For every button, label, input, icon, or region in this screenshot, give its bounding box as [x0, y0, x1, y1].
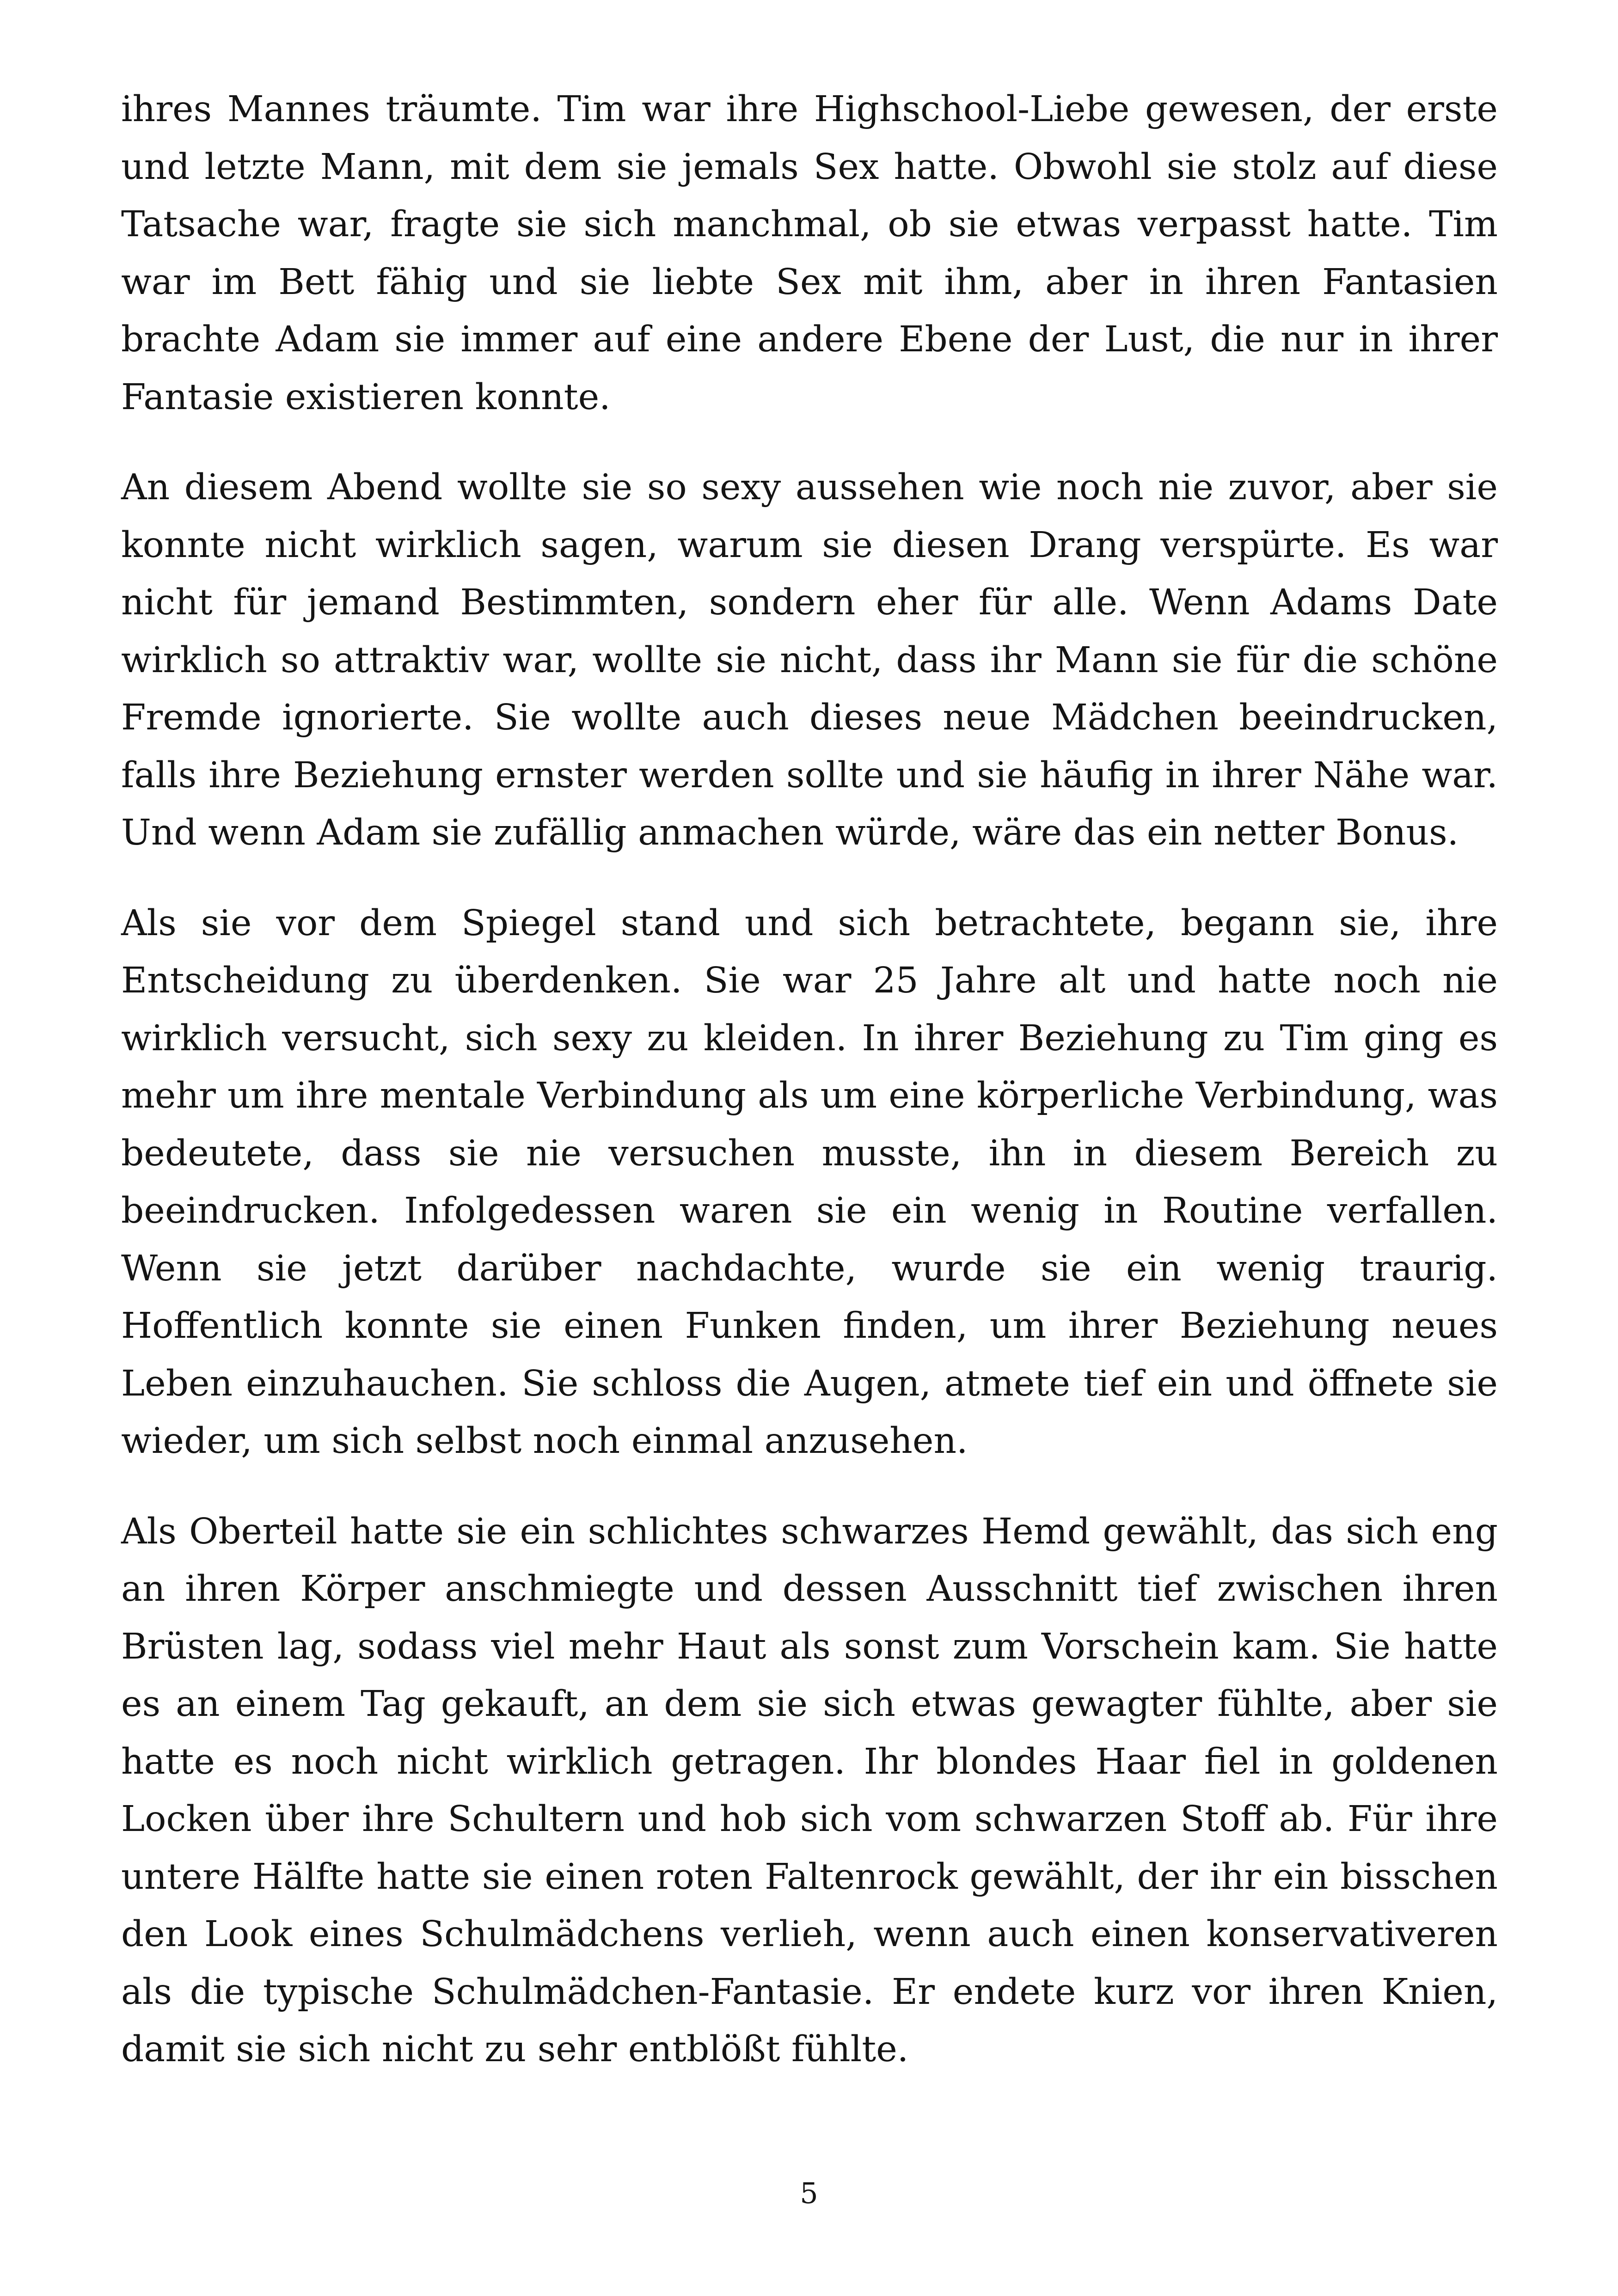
paragraph-3: Als sie vor dem Spiegel stand und sich betrachtete, begann sie, ihre Entscheidung zu überdenken. Sie war 25 Jahre alt und hatte noch nie wirklich versucht, sich sexy zu kleiden. In ihrer Beziehung zu Tim ging es mehr um ihre mentale Verbindung als um eine körperliche Verbindung, was bedeutete, dass sie nie versuchen musste, ihn in diesem Bereich zu beeindrucken. Infolgedessen waren sie ein wenig in Routine verfallen. Wenn sie jetzt darüber nachdachte, wurde sie ein wenig traurig. Hoffentlich konnte sie einen Funken finden, um ihrer Beziehung neues Leben einzuhauchen. Sie schloss die Augen, atmete tief ein und öffnete sie wieder, um sich selbst noch einmal anzusehen. — [121, 902, 1498, 1462]
page-body — [121, 81, 1498, 2112]
paragraph-1: ihres Mannes träumte. Tim war ihre Highschool-Liebe gewesen, der erste und letzte Mann, mit dem sie jemals Sex hatte. Obwohl sie stolz auf diese Tatsache war, fragte sie sich manchmal, ob sie etwas verpasst hatte. Tim war im Bett fähig und sie liebte Sex mit ihm, aber in ihren Fantasien brachte Adam sie immer auf eine andere Ebene der Lust, die nur in ihrer Fantasie existieren konnte. — [121, 89, 1498, 418]
paragraph-4: Als Oberteil hatte sie ein schlichtes schwarzes Hemd gewählt, das sich eng an ihren Körper anschmiegte und dessen Ausschnitt tief zwischen ihren Brüsten lag, sodass viel mehr Haut als sonst zum Vorschein kam. Sie hatte es an einem Tag gekauft, an dem sie sich etwas gewagter fühlte, aber sie hatte es noch nicht wirklich getragen. Ihr blondes Haar fiel in goldenen Locken über ihre Schultern und hob sich vom schwarzen Stoff ab. Für ihre untere Hälfte hatte sie einen roten Faltenrock gewählt, der ihr ein bisschen den Look eines Schulmädchens verlieh, wenn auch einen konservativeren als die typische Schulmädchen-Fantasie. Er endete kurz vor ihren Knien, damit sie sich nicht zu sehr entblößt fühlte. — [121, 1511, 1498, 2070]
page-number: 5 — [800, 2176, 818, 2210]
paragraph-2: An diesem Abend wollte sie so sexy aussehen wie noch nie zuvor, aber sie konnte nicht wirklich sagen, warum sie diesen Drang verspürte. Es war nicht für jemand Bestimmten, sondern eher für alle. Wenn Adams Date wirklich so attraktiv war, wollte sie nicht, dass ihr Mann sie für die schöne Fremde ignorierte. Sie wollte auch dieses neue Mädchen beeindrucken, falls ihre Beziehung ernster werden sollte und sie häufig in ihrer Nähe war. Und wenn Adam sie zufällig anmachen würde, wäre das ein netter Bonus. — [121, 467, 1498, 853]
